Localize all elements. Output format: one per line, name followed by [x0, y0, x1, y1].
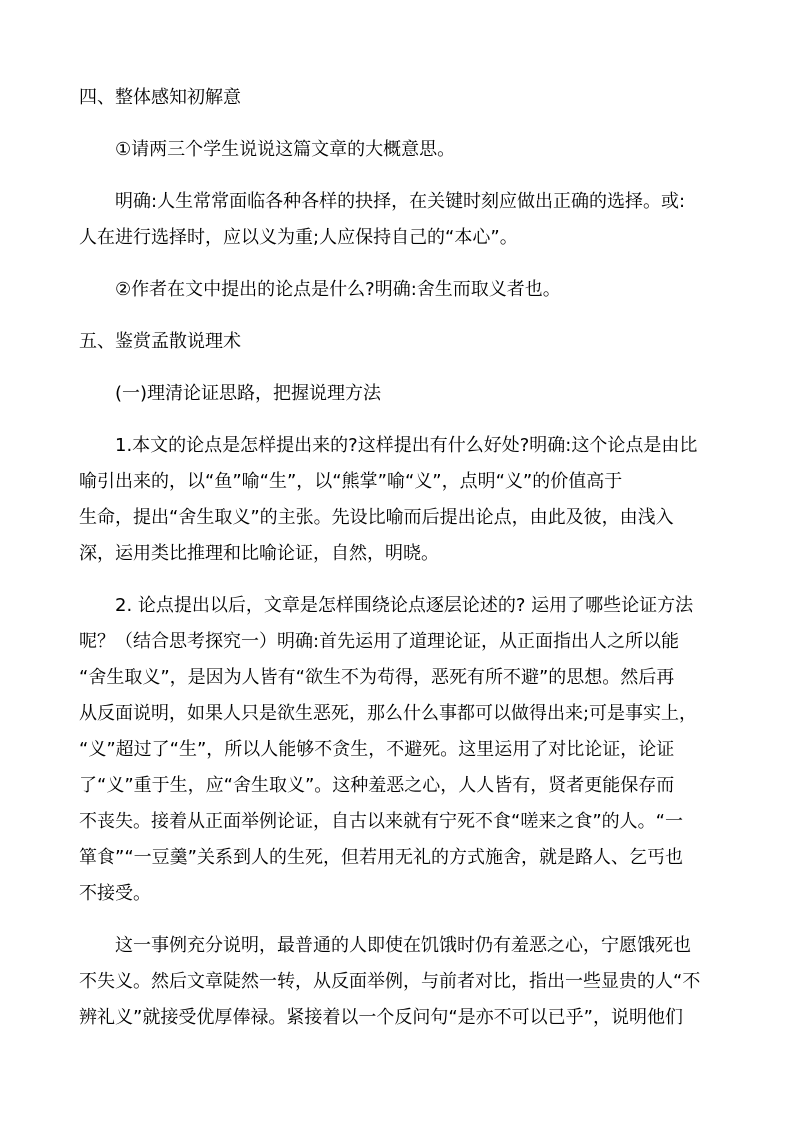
- paragraph-answer-1: [79, 184, 715, 256]
- text-line: 明确:人生常常面临各种各样的抉择，在关键时刻应做出正确的选择。或:: [115, 191, 686, 212]
- text-line: “舍生取义”，是因为人皆有“欲生不为苟得，恶死有所不避”的思想。然后再: [79, 667, 675, 688]
- heading-text: 四、整体感知初解意: [79, 87, 241, 108]
- heading-text: 五、鉴赏孟散说理术: [79, 331, 241, 352]
- text-line: 深，运用类比推理和比喻论证，自然，明晓。: [79, 543, 439, 564]
- text-line: 辨礼义”就接受优厚俸禄。紧接着以一个反问句“是亦不可以已乎”，说明他们: [79, 1007, 683, 1028]
- text-line: 了“义”重于生，应“舍生取义”。这种羞恶之心，人人皆有，贤者更能保存而: [79, 775, 675, 796]
- text-line: 箪食”“一豆羹”关系到人的生死，但若用无礼的方式施舍，就是路人、乞丐也: [79, 847, 683, 868]
- text-line: (一)理清论证思路，把握说理方法: [115, 383, 382, 404]
- text-line: 1.本文的论点是怎样提出来的?这样提出有什么好处?明确:这个论点是由比: [115, 435, 698, 456]
- paragraph-question-1: [79, 132, 715, 168]
- text-line: 2. 论点提出以后，文章是怎样围绕论点逐层论述的? 运用了哪些论证方法: [115, 595, 694, 616]
- paragraph-point-1: [79, 428, 715, 572]
- text-line: 不失义。然后文章陡然一转，从反面举例，与前者对比，指出一些显贵的人“不: [79, 971, 701, 992]
- section-heading-4: [79, 80, 715, 116]
- text-line: 这一事例充分说明，最普通的人即使在饥饿时仍有羞恶之心，宁愿饿死也: [115, 935, 691, 956]
- subheading-argument: [79, 376, 715, 412]
- text-line: 生命，提出“舍生取义”的主张。先设比喻而后提出论点，由此及彼，由浅入: [79, 507, 674, 528]
- text-line: “义”超过了“生”，所以人能够不贪生，不避死。这里运用了对比论证，论证: [79, 739, 675, 760]
- document-body: [79, 80, 715, 1036]
- paragraph-point-2: [79, 588, 715, 912]
- text-line: 从反面说明，如果人只是欲生恶死，那么什么事都可以做得出来;可是事实上，: [79, 703, 698, 724]
- text-line: ①请两三个学生说说这篇文章的大概意思。: [115, 139, 456, 160]
- text-line: 不丧失。接着从正面举例论证，自古以来就有宁死不食“嗟来之食”的人。“一: [79, 811, 683, 832]
- paragraph-question-2: [79, 272, 715, 308]
- text-line: 呢？（结合思考探究一）明确:首先运用了道理论证，从正面指出人之所以能: [79, 631, 680, 652]
- paragraph-example: [79, 928, 715, 1036]
- text-line: 喻引出来的，以“鱼”喻“生”，以“熊掌”喻“义”，点明“义”的价值高于: [79, 471, 623, 492]
- text-line: ②作者在文中提出的论点是什么?明确:舍生而取义者也。: [115, 279, 561, 300]
- text-line: 人在进行选择时，应以义为重;人应保持自己的“本心”。: [79, 227, 518, 248]
- text-line: 不接受。: [79, 883, 151, 904]
- section-heading-5: [79, 324, 715, 360]
